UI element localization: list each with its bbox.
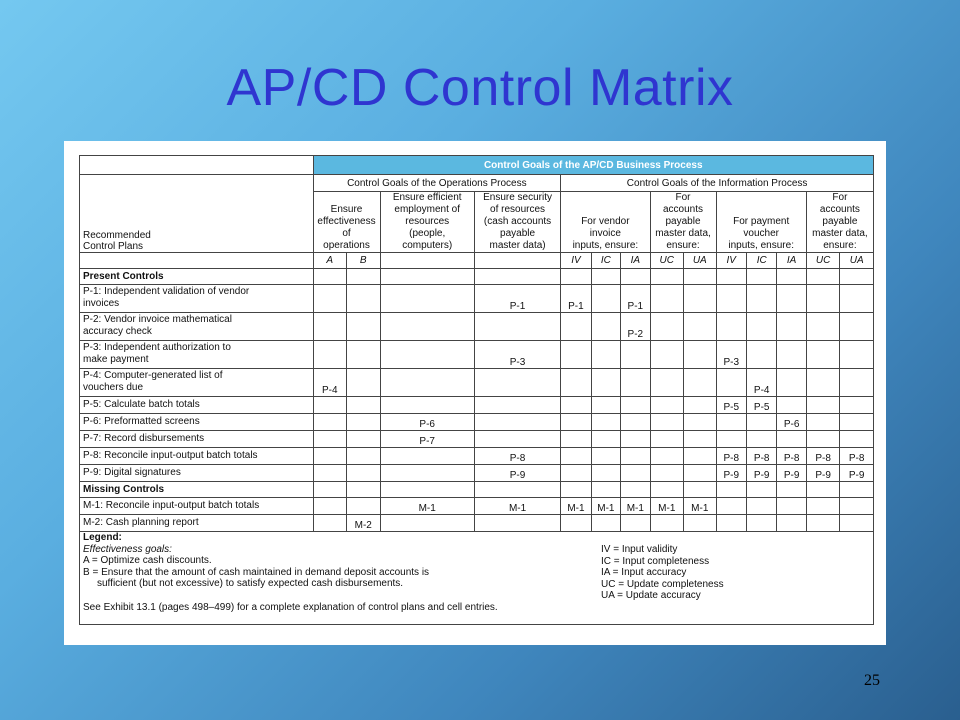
empty-cell [716,482,746,498]
matrix-cell [380,465,474,482]
matrix-cell [650,397,684,414]
matrix-cell [621,515,650,532]
matrix-cell [840,414,874,431]
matrix-cell: M-1 [561,498,591,515]
matrix-cell: P-2 [621,313,650,341]
empty-cell [621,482,650,498]
matrix-cell [591,448,620,465]
matrix-cell: P-5 [746,397,776,414]
matrix-cell [621,341,650,369]
matrix-cell: P-9 [716,465,746,482]
empty-cell [777,482,806,498]
matrix-cell [621,414,650,431]
control-plan-label: M-2: Cash planning report [80,515,314,532]
matrix-cell [474,414,560,431]
matrix-cell [716,285,746,313]
control-plan-row [80,369,874,397]
empty-cell [474,269,560,285]
matrix-cell [561,341,591,369]
goal-ap-master-data-header-2: For accounts payable master data, ensure: [806,192,873,253]
recommended-control-plans-header: Recommended Control Plans [80,175,314,253]
matrix-cell [591,341,620,369]
matrix-cell [650,515,684,532]
matrix-cell [474,313,560,341]
matrix-cell [684,313,716,341]
information-process-header: Control Goals of the Information Process [561,175,874,192]
matrix-cell: P-8 [840,448,874,465]
matrix-cell: M-2 [347,515,381,532]
matrix-cell [561,465,591,482]
legend-line: A = Optimize cash discounts. [83,555,212,566]
matrix-cell [716,431,746,448]
control-matrix-panel [64,141,886,645]
control-plan-label: P-3: Independent authorization to make payment [80,341,314,369]
control-plan-row [80,448,874,465]
matrix-cell: P-1 [561,285,591,313]
matrix-cell: P-9 [840,465,874,482]
matrix-cell [313,515,347,532]
matrix-cell [380,341,474,369]
matrix-cell: M-1 [621,498,650,515]
legend-line: sufficient (but not excessive) to satisfy expected cash disbursements. [97,578,404,589]
matrix-cell: P-6 [777,414,806,431]
abbr-cell: A [313,253,347,269]
section-label: Missing Controls [80,482,314,498]
matrix-cell [684,369,716,397]
goal-ap-master-data-header-1: For accounts payable master data, ensure: [650,192,716,253]
legend-abbr-line: IV = Input validity [601,544,678,555]
matrix-cell [347,397,381,414]
matrix-cell [806,498,840,515]
matrix-cell [561,313,591,341]
matrix-cell [347,313,381,341]
matrix-cell [840,341,874,369]
matrix-cell [347,498,381,515]
matrix-cell [621,431,650,448]
matrix-cell [716,313,746,341]
legend-title: Legend: [83,532,122,543]
matrix-cell [591,414,620,431]
matrix-cell [561,448,591,465]
matrix-cell: P-5 [716,397,746,414]
matrix-cell [380,313,474,341]
matrix-cell [650,465,684,482]
matrix-cell: P-8 [777,448,806,465]
matrix-cell [806,369,840,397]
matrix-cell: P-4 [313,369,347,397]
matrix-cell [561,414,591,431]
goal-efficient-header: Ensure efficient employment of resources (people, computers) [380,192,474,253]
empty-cell [561,269,591,285]
empty-cell [380,482,474,498]
abbreviation-row [80,253,874,269]
abbr-cell: UC [806,253,840,269]
matrix-cell [684,448,716,465]
empty-cell [650,482,684,498]
matrix-cell [716,369,746,397]
control-plan-label: P-5: Calculate batch totals [80,397,314,414]
matrix-cell [746,515,776,532]
legend-note: See Exhibit 13.1 (pages 498–499) for a complete explanation of control plans and cell entries. [83,601,498,613]
control-plan-label: P-8: Reconcile input-output batch totals [80,448,314,465]
abbr-cell: UC [650,253,684,269]
matrix-cell [347,414,381,431]
goal-payment-inputs-header: For payment voucher inputs, ensure: [716,192,806,253]
goal-effectiveness-header: Ensure effectiveness of operations [313,192,380,253]
matrix-cell [777,515,806,532]
matrix-cell [684,414,716,431]
matrix-cell: M-1 [474,498,560,515]
matrix-cell [684,431,716,448]
matrix-cell [777,369,806,397]
matrix-cell [591,285,620,313]
matrix-cell [591,431,620,448]
abbr-cell: B [347,253,381,269]
matrix-cell [716,498,746,515]
matrix-cell [313,397,347,414]
abbr-cell: IC [746,253,776,269]
matrix-cell [650,313,684,341]
matrix-cell [806,431,840,448]
empty-cell [684,269,716,285]
matrix-cell [840,397,874,414]
abbr-cell: IV [716,253,746,269]
legend-effectiveness-title: Effectiveness goals: [83,543,172,555]
matrix-cell: P-7 [380,431,474,448]
legend-abbr-line: IA = Input accuracy [601,567,687,578]
matrix-cell [380,515,474,532]
matrix-cell [591,465,620,482]
control-plan-row [80,414,874,431]
control-plan-label: M-1: Reconcile input-output batch totals [80,498,314,515]
matrix-cell: P-9 [746,465,776,482]
empty-cell [591,269,620,285]
empty-cell [840,269,874,285]
matrix-cell: P-9 [777,465,806,482]
empty-cell [591,482,620,498]
matrix-cell [347,465,381,482]
matrix-cell [806,313,840,341]
control-plan-row [80,431,874,448]
matrix-cell [684,465,716,482]
matrix-cell [561,431,591,448]
control-plan-label: P-1: Independent validation of vendor invoices [80,285,314,313]
empty-cell [806,482,840,498]
page-number: 25 [864,672,880,689]
abbr-cell: IA [777,253,806,269]
matrix-cell [746,341,776,369]
matrix-cell [806,285,840,313]
matrix-cell [777,431,806,448]
matrix-cell: P-1 [474,285,560,313]
empty-cell [746,482,776,498]
matrix-cell [650,431,684,448]
empty-cell [806,269,840,285]
abbr-cell: IA [621,253,650,269]
control-goals-banner: Control Goals of the AP/CD Business Process [313,156,874,175]
matrix-cell [380,369,474,397]
legend-abbr-line: UC = Update completeness [601,578,724,590]
control-matrix-table [79,155,874,625]
empty-cell [746,269,776,285]
abbr-cell: IC [591,253,620,269]
matrix-cell [716,515,746,532]
matrix-body [80,269,874,532]
legend-line: B = Ensure that the amount of cash maintained in demand deposit accounts is [83,566,430,578]
matrix-cell [650,448,684,465]
matrix-cell [684,285,716,313]
control-plan-label: P-9: Digital signatures [80,465,314,482]
matrix-cell [684,397,716,414]
matrix-cell: P-8 [716,448,746,465]
matrix-cell [591,515,620,532]
matrix-cell [313,341,347,369]
empty-cell [561,482,591,498]
matrix-cell [777,498,806,515]
matrix-cell [313,448,347,465]
empty-cell [840,482,874,498]
matrix-cell [474,431,560,448]
matrix-cell [840,285,874,313]
goal-vendor-inputs-header: For vendor invoice inputs, ensure: [561,192,650,253]
matrix-cell [561,515,591,532]
matrix-cell [380,397,474,414]
matrix-cell [650,369,684,397]
empty-cell [777,269,806,285]
matrix-cell [591,313,620,341]
matrix-cell [777,341,806,369]
matrix-cell: M-1 [684,498,716,515]
matrix-cell [347,285,381,313]
matrix-cell: P-8 [474,448,560,465]
control-plan-label: P-6: Preformatted screens [80,414,314,431]
abbreviation-row-label [80,253,314,269]
matrix-cell [650,285,684,313]
matrix-cell [474,369,560,397]
empty-cell [621,269,650,285]
control-plan-row [80,397,874,414]
control-plan-row [80,498,874,515]
slide-title: AP/CD Control Matrix [226,59,734,117]
matrix-cell [746,313,776,341]
empty-cell [380,269,474,285]
section-label: Present Controls [80,269,314,285]
matrix-cell [777,285,806,313]
abbr-cell: UA [840,253,874,269]
empty-cell [650,269,684,285]
empty-cell [313,482,347,498]
matrix-cell [313,431,347,448]
matrix-cell: M-1 [650,498,684,515]
control-plan-label: P-7: Record disbursements [80,431,314,448]
abbr-cell [474,253,560,269]
matrix-cell [806,341,840,369]
matrix-cell [840,369,874,397]
matrix-cell: P-8 [746,448,776,465]
abbr-cell: UA [684,253,716,269]
matrix-cell [746,285,776,313]
matrix-cell: P-6 [380,414,474,431]
matrix-cell [840,515,874,532]
control-plan-row [80,341,874,369]
section-row [80,269,874,285]
matrix-cell: P-4 [746,369,776,397]
section-row [80,482,874,498]
matrix-cell [806,397,840,414]
matrix-cell [380,448,474,465]
matrix-cell [313,465,347,482]
matrix-cell: P-9 [806,465,840,482]
matrix-cell [561,369,591,397]
matrix-cell [621,448,650,465]
matrix-cell [313,285,347,313]
matrix-cell [347,431,381,448]
matrix-cell [621,465,650,482]
corner-cell [80,156,314,175]
matrix-cell [806,515,840,532]
empty-cell [474,482,560,498]
matrix-cell [621,397,650,414]
control-plan-row [80,313,874,341]
control-plan-row [80,285,874,313]
matrix-cell [684,515,716,532]
abbr-cell [380,253,474,269]
matrix-cell [650,341,684,369]
matrix-cell [313,498,347,515]
control-plan-label: P-4: Computer-generated list of vouchers due [80,369,314,397]
matrix-cell: P-1 [621,285,650,313]
matrix-cell [313,414,347,431]
empty-cell [684,482,716,498]
empty-cell [347,482,381,498]
matrix-cell [746,498,776,515]
matrix-cell: P-9 [474,465,560,482]
legend-abbr-line: UA = Update accuracy [601,590,701,601]
empty-cell [716,269,746,285]
matrix-cell: M-1 [380,498,474,515]
matrix-cell [650,414,684,431]
operations-process-header: Control Goals of the Operations Process [313,175,561,192]
matrix-cell [746,414,776,431]
matrix-cell [840,313,874,341]
matrix-cell [746,431,776,448]
matrix-cell [840,431,874,448]
matrix-cell: M-1 [591,498,620,515]
matrix-cell [313,313,347,341]
matrix-cell [716,414,746,431]
matrix-cell [621,369,650,397]
matrix-cell [806,414,840,431]
matrix-cell: P-3 [474,341,560,369]
control-plan-row [80,515,874,532]
matrix-cell: P-3 [716,341,746,369]
empty-cell [313,269,347,285]
matrix-cell [684,341,716,369]
control-plan-row [80,465,874,482]
goal-security-header: Ensure security of resources (cash accounts payable master data) [474,192,560,253]
abbr-cell: IV [561,253,591,269]
empty-cell [347,269,381,285]
matrix-cell [561,397,591,414]
matrix-cell [347,448,381,465]
matrix-cell [777,313,806,341]
legend [80,532,874,625]
matrix-cell [591,397,620,414]
matrix-cell [840,498,874,515]
matrix-cell [591,369,620,397]
control-plan-label: P-2: Vendor invoice mathematical accuracy check [80,313,314,341]
legend-abbr-line: IC = Input completeness [601,555,710,567]
matrix-cell [474,515,560,532]
matrix-cell [474,397,560,414]
matrix-cell [347,369,381,397]
matrix-cell [347,341,381,369]
matrix-cell: P-8 [806,448,840,465]
matrix-cell [380,285,474,313]
matrix-cell [777,397,806,414]
